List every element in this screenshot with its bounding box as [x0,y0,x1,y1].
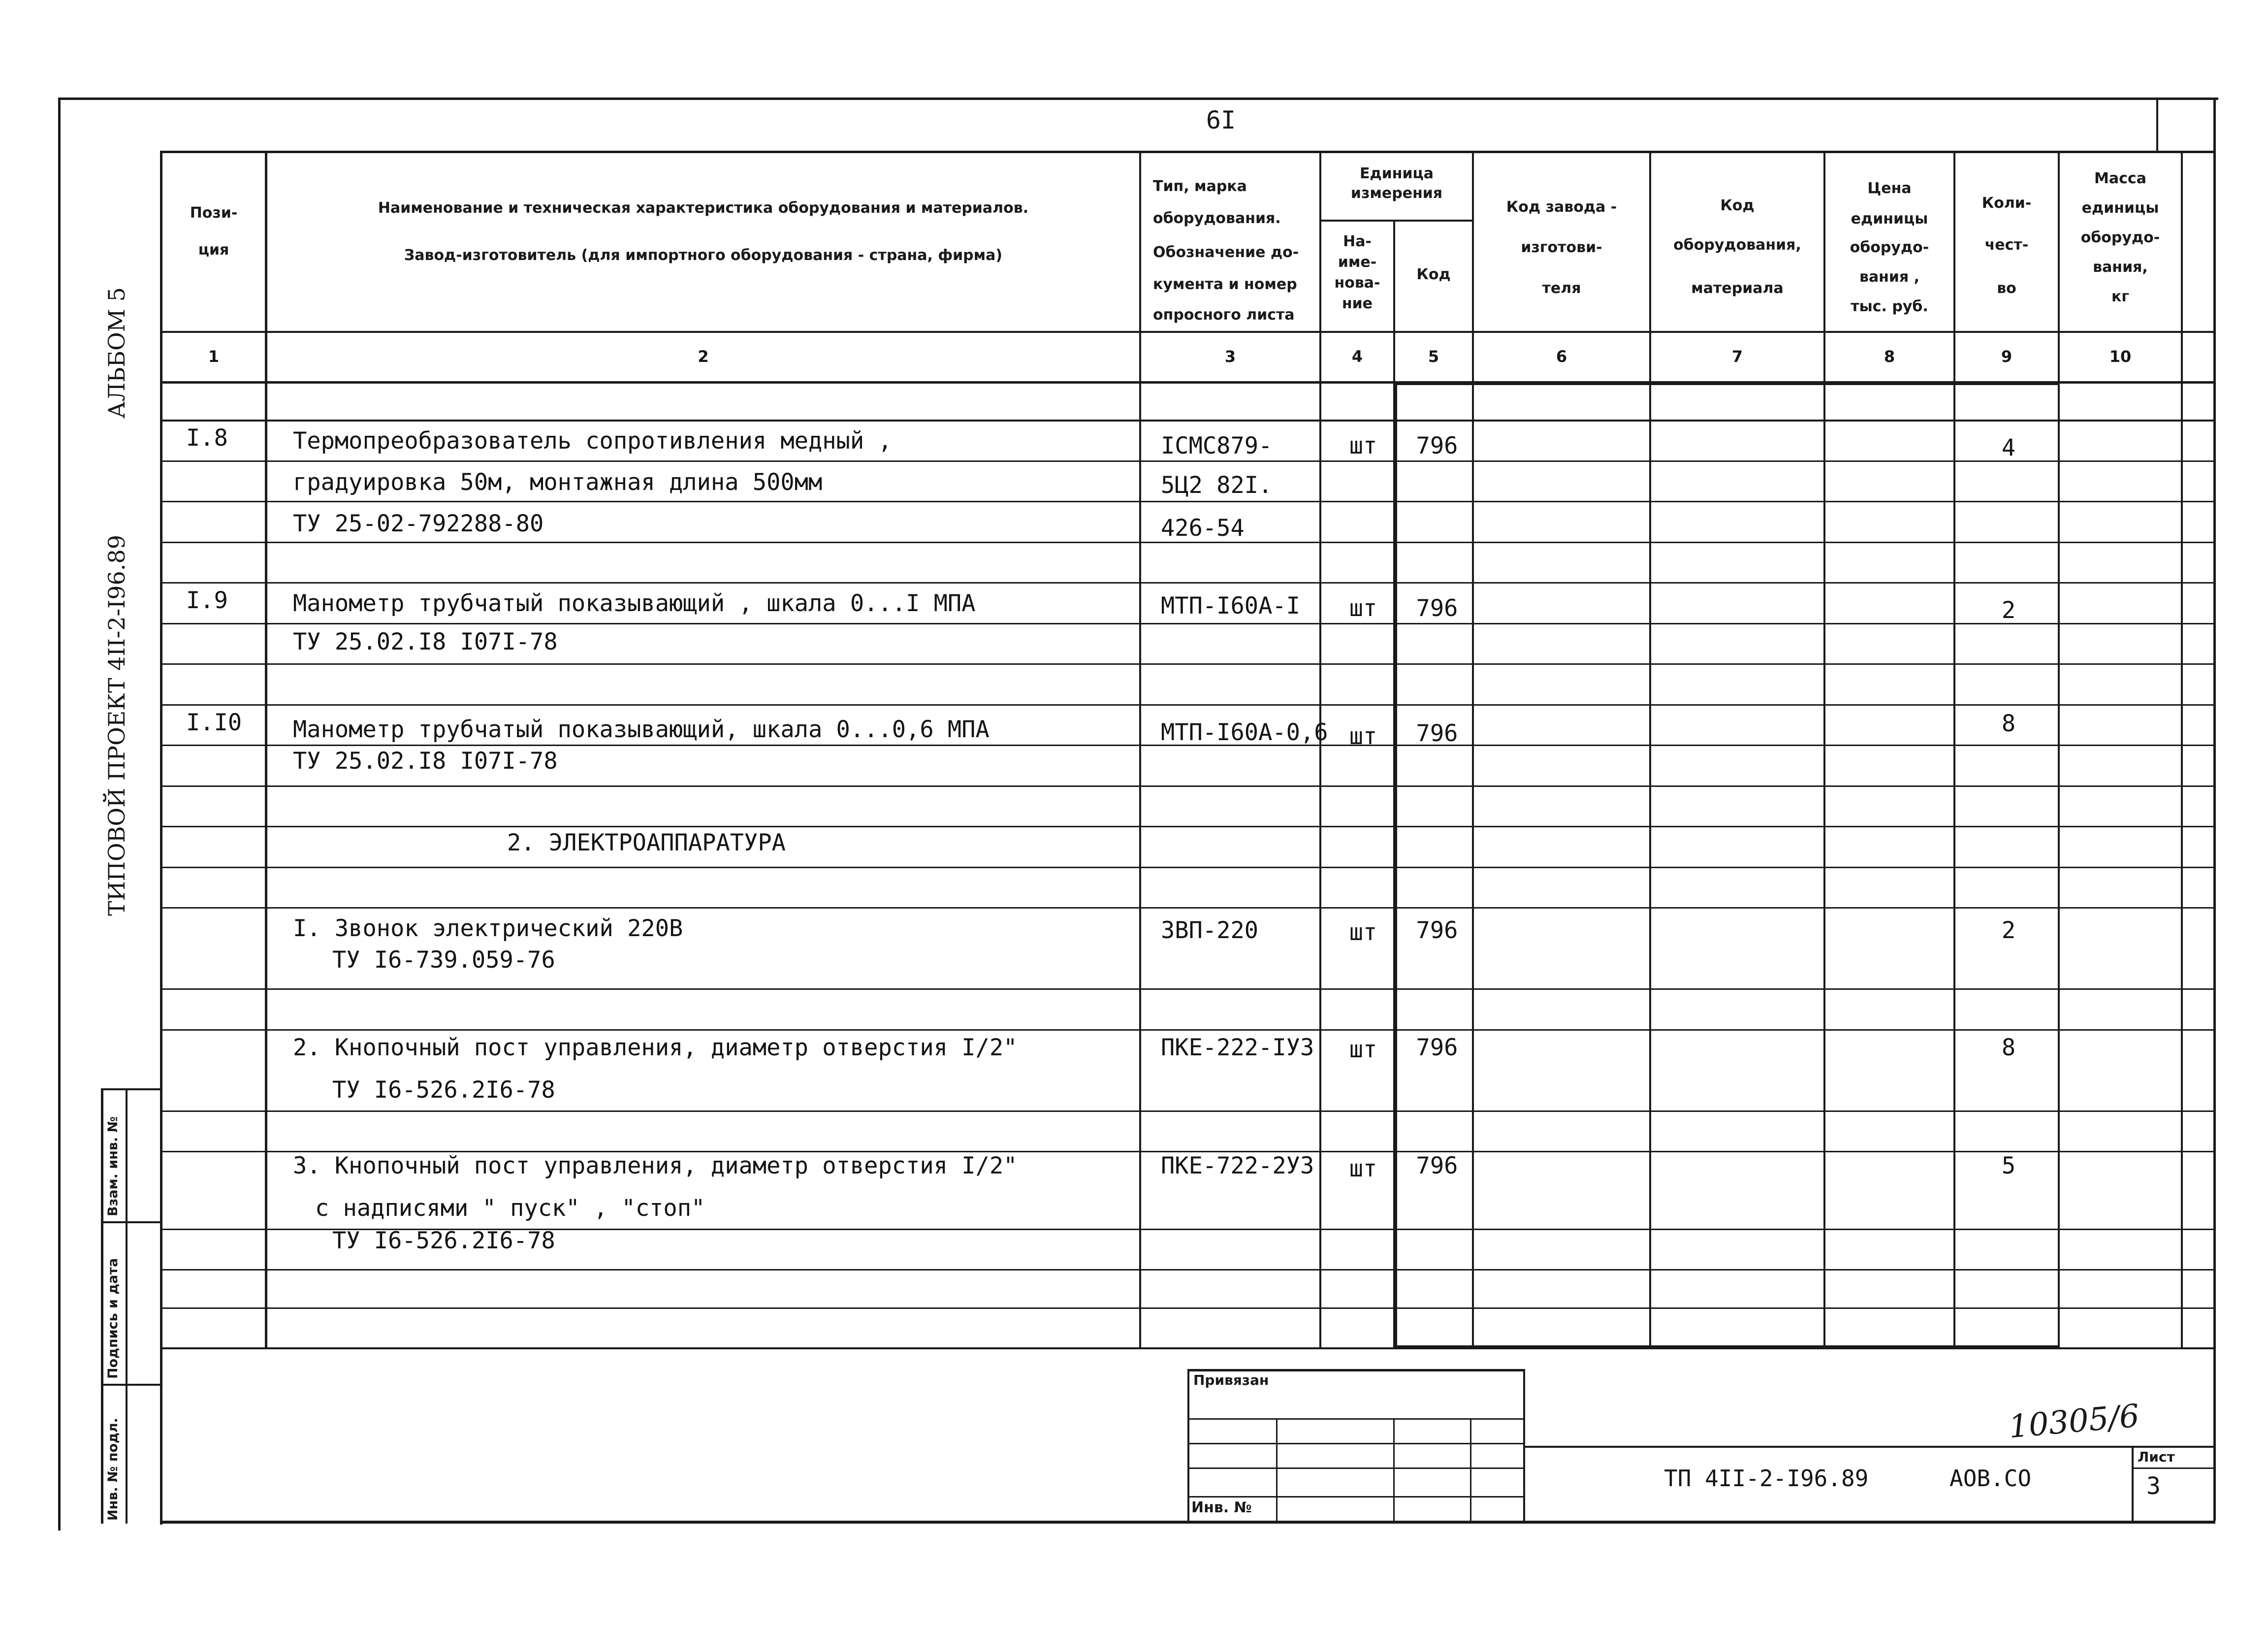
outer-frame-left [58,98,61,1531]
sheet-number: 3 [2146,1472,2161,1500]
header-mass-5: кг [2111,288,2130,305]
row-line [160,501,2215,502]
item-type: ПКЕ-222-IУЗ [1161,1034,1314,1061]
row-line [160,1347,2215,1349]
item-type: ICMC879- [1161,432,1273,459]
item-name-line: ТУ I6-526.2I6-78 [332,1076,555,1104]
sheet-label: Лист [2138,1449,2175,1465]
item-name-line: Манометр трубчатый показывающий, шкала 0...0,6 МПА [293,716,990,743]
row-line [160,704,2215,706]
header-unit-name-2: име- [1338,254,1377,271]
table-top [160,151,2215,153]
stamp-podpis-label: Подпись и дата [105,1258,121,1379]
document-mark: АОВ.СО [1949,1465,2032,1492]
outer-frame-right-tick [2156,98,2158,152]
header-type-5: опросного листа [1153,306,1295,324]
item-name-line: Манометр трубчатый показывающий , шкала 0...I МПА [293,590,976,617]
col-num-4: 4 [1351,347,1363,366]
header-unit-name-4: ние [1342,295,1373,312]
header-price-1: Цена [1867,180,1912,197]
item-unit-code: 796 [1416,1152,1458,1179]
item-type: 426-54 [1161,515,1245,542]
album-label: АЛЬБОМ 5 [103,287,130,419]
item-unit-code: 796 [1416,917,1458,944]
row-line [160,1269,2215,1271]
row-line [160,623,2215,624]
header-qty-2: чест- [1984,236,2029,254]
header-qty-3: во [1997,280,2016,297]
col-num-1: 1 [208,347,220,366]
privyazan-row [1187,1443,1525,1444]
col-num-6: 6 [1556,347,1567,366]
item-type: ЗВП-220 [1161,917,1259,944]
col-num-10: 10 [2109,347,2132,366]
row-line [160,907,2215,909]
item-unit-code: 796 [1416,595,1458,622]
privyazan-col [1393,1418,1395,1522]
header-unit-code: Код [1416,266,1451,283]
row-line [160,1110,2215,1112]
header-equip-2: оборудования, [1673,236,1801,254]
sheet-box-sep [2132,1467,2215,1469]
document-code: ТП 4II-2-I96.89 [1664,1465,1869,1492]
item-position: I.8 [186,424,228,452]
header-name-1: Наименование и техническая характеристика оборудования и материалов. [378,199,1029,217]
header-price-5: тыс. руб. [1851,298,1928,315]
header-unit-group-1: Единица [1360,165,1434,182]
unit-group-split [1319,220,1474,222]
header-mass-1: Масса [2094,170,2146,187]
sheet-box-left [2132,1446,2134,1524]
header-bottom [160,331,2215,333]
section-heading: 2. ЭЛЕКТРОАППАРАТУРА [507,829,786,856]
header-price-2: единицы [1851,210,1928,228]
col-num-9: 9 [2001,347,2012,366]
item-name-line: Термопреобразователь сопротивления медный , [293,427,892,455]
stamp-left-inner [126,1088,128,1524]
privyazan-top [1187,1369,1525,1371]
row-line [160,460,2215,462]
header-type-3: Обозначение до- [1153,244,1299,261]
item-quantity: 2 [2001,597,2016,624]
row-line [160,826,2215,827]
privyazan-label: Привязан [1193,1372,1269,1388]
item-unit-code: 796 [1416,1034,1458,1061]
page-number: 6I [1206,106,1236,134]
bold-box-left [1393,381,1397,1349]
header-pos-2: ция [198,241,229,259]
item-unit: шт [1349,432,1377,459]
header-factory-2: изготови- [1521,239,1602,256]
header-type-2: оборудования. [1153,210,1281,227]
item-unit: шт [1349,595,1377,622]
header-qty-1: Коли- [1981,195,2032,212]
header-type-1: Тип, марка [1153,178,1247,195]
col-num-8: 8 [1884,347,1895,366]
privyazan-col [1276,1418,1278,1522]
row-line [160,663,2215,665]
item-position: I.I0 [186,709,242,736]
stamp-left-sep-2 [101,1384,162,1386]
stamp-inv-podl-label: Инв. № подл. [105,1418,121,1521]
header-equip-3: материала [1691,280,1784,297]
header-type-4: кумента и номер [1153,276,1297,293]
privyazan-left [1187,1369,1189,1522]
item-name-line: с надписями " пуск" , "стоп" [315,1195,705,1222]
item-type: 5Ц2 82I. [1161,472,1273,499]
item-quantity: 4 [2001,434,2016,461]
privyazan-col [1470,1418,1471,1522]
title-block-top [1525,1446,2215,1448]
row-line [160,867,2215,868]
privyazan-row [1187,1418,1525,1420]
item-unit: шт [1349,1155,1377,1182]
row-line [160,988,2215,990]
item-unit-code: 796 [1416,432,1458,459]
header-name-2: Завод-изготовитель (для импортного оборудования - страна, фирма) [404,247,1003,264]
item-quantity: 8 [2001,1034,2016,1061]
bold-box-top [1393,381,2060,385]
header-price-4: вания , [1859,268,1920,286]
project-label: ТИПОВОЙ ПРОЕКТ 4II-2-I96.89 [103,535,130,916]
row-line [160,1029,2215,1031]
privyazan-row [1187,1467,1525,1469]
header-factory-3: теля [1542,280,1581,297]
col-num-3: 3 [1224,347,1236,366]
header-factory-1: Код завода - [1506,198,1617,216]
handwritten-number: 10305/6 [2007,1398,2141,1446]
col-line-3 [1319,151,1321,1347]
row-line [160,1307,2215,1309]
item-name-line: ТУ I6-526.2I6-78 [332,1227,555,1254]
item-unit: шт [1349,1036,1377,1063]
inv-no-label: Инв. № [1191,1499,1252,1516]
item-unit: шт [1349,723,1377,750]
item-name-line: I. Звонок электрический 220В [293,915,683,942]
header-price-3: оборудо- [1850,239,1929,256]
header-unit-name-3: нова- [1334,274,1380,292]
header-mass-2: единицы [2081,199,2159,217]
stamp-left-outer [101,1088,103,1524]
header-equip-1: Код [1720,197,1755,214]
col-num-7: 7 [1731,347,1743,366]
stamp-left-top [101,1088,162,1090]
header-mass-4: вания, [2093,259,2148,276]
col-line-6 [1649,151,1651,1347]
col-line-2 [1139,151,1141,1347]
header-unit-name-1: На- [1343,233,1372,250]
col-line-10 [2181,151,2183,1347]
row-line [160,582,2215,584]
header-pos-1: Пози- [190,204,238,222]
item-name-line: ТУ 25.02.I8 I07I-78 [293,748,558,775]
item-type: МТП-I60А-I [1161,592,1300,619]
header-unit-group-2: измерения [1350,185,1443,202]
item-name-line: 2. Кнопочный пост управления, диаметр отверстия I/2" [293,1034,1018,1061]
privyazan-row [1187,1496,1525,1498]
col-line-1 [265,151,267,1347]
item-quantity: 2 [2001,917,2016,944]
privyazan-right [1523,1369,1525,1522]
item-name-line: ТУ 25.02.I8 I07I-78 [293,628,558,655]
item-quantity: 5 [2001,1152,2016,1179]
col-num-5: 5 [1428,347,1439,366]
col-line-7 [1823,151,1825,1347]
row-line [160,785,2215,787]
item-name-line: градуировка 50м, монтажная длина 500мм [293,469,823,496]
item-type: МТП-I60А-0,6 [1161,719,1328,746]
col-line-8 [1953,151,1955,1347]
item-name-line: ТУ I6-739.059-76 [332,946,555,974]
stamp-vzam-label: Взам. инв. № [105,1116,121,1216]
item-type: ПКЕ-722-2УЗ [1161,1152,1314,1179]
item-name-line: ТУ 25-02-792288-80 [293,510,544,537]
item-unit-code: 796 [1416,720,1458,747]
item-quantity: 8 [2001,710,2016,737]
outer-frame-top [58,98,2218,100]
stamp-left-sep-1 [101,1221,162,1223]
row-line [160,420,2215,422]
item-name-line: 3. Кнопочный пост управления, диаметр отверстия I/2" [293,1152,1018,1179]
header-mass-3: оборудо- [2080,229,2160,246]
item-position: I.9 [186,587,228,614]
item-unit: шт [1349,919,1377,946]
col-num-2: 2 [698,347,709,366]
